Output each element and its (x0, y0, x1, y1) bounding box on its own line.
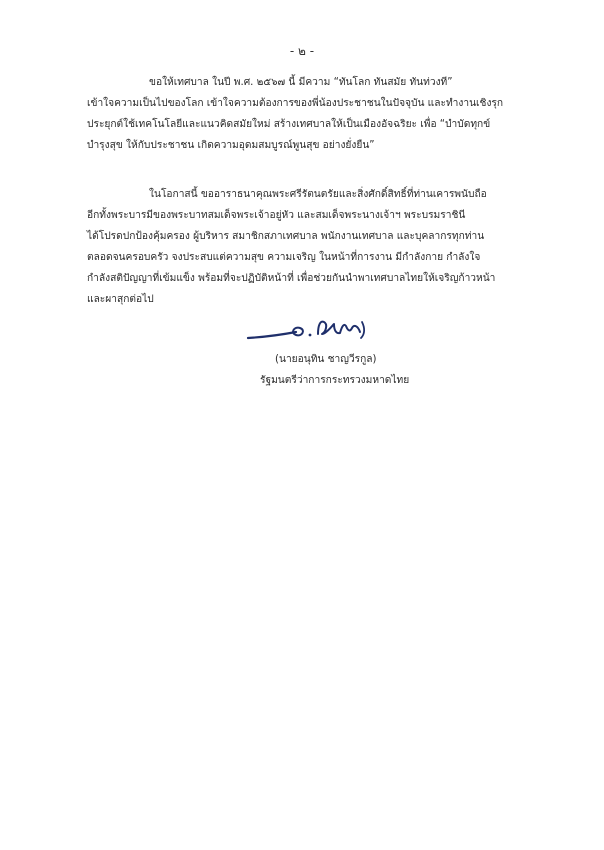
paragraph-1 (87, 72, 521, 156)
paragraph-1-line: เข้าใจความเป็นไปของโลก เข้าใจความต้องการของพี่น้องประชาชนในปัจจุบัน และทำงานเชิงรุก (87, 98, 504, 109)
page-number: - ๒ - (289, 44, 315, 58)
signatory-name: (นายอนุทิน ชาญวีรกูล) (275, 354, 377, 365)
paragraph-2-line: ได้โปรดปกป้องคุ้มครอง ผู้บริหาร สมาชิกสภาเทศบาล พนักงานเทศบาล และบุคลากรทุกท่าน (87, 231, 485, 242)
paragraph-2-line: กำลังสติปัญญาที่เข้มแข็ง พร้อมที่จะปฏิบัติหน้าที่ เพื่อช่วยกันนำพาเทศบาลไทยให้เจริญก้าวหน้า (87, 273, 496, 284)
paragraph-2-line: ในโอกาสนี้ ขออาราธนาคุณพระศรีรัตนตรัยและสิ่งศักดิ์สิทธิ์ที่ท่านเคารพนับถือ (149, 189, 487, 200)
paragraph-2 (87, 184, 521, 310)
paragraph-1-line: บำรุงสุข ให้กับประชาชน เกิดความอุดมสมบูรณ์พูนสุข อย่างยั่งยืน” (87, 140, 375, 151)
paragraph-2-line: และผาสุกต่อไป (87, 294, 154, 305)
paragraph-1-line: ประยุกต์ใช้เทคโนโลยีและแนวคิดสมัยใหม่ สร้างเทศบาลให้เป็นเมืองอัจฉริยะ เพื่อ “บำบัดทุกข์ (87, 119, 491, 130)
signatory-position: รัฐมนตรีว่าการกระทรวงมหาดไทย (260, 375, 410, 386)
paragraph-1-line: ขอให้เทศบาล ในปี พ.ศ. ๒๕๖๗ นี้ มีความ “ทันโลก ทันสมัย ทันท่วงที” (149, 77, 453, 88)
paragraph-2-line: อีกทั้งพระบารมีของพระบาทสมเด็จพระเจ้าอยู่หัว และสมเด็จพระนางเจ้าฯ พระบรมราชินี (87, 210, 466, 221)
handwritten-signature (244, 314, 374, 354)
paragraph-2-line: ตลอดจนครอบครัว จงประสบแต่ความสุข ความเจริญ ในหน้าที่การงาน มีกำลังกาย กำลังใจ (87, 252, 481, 263)
